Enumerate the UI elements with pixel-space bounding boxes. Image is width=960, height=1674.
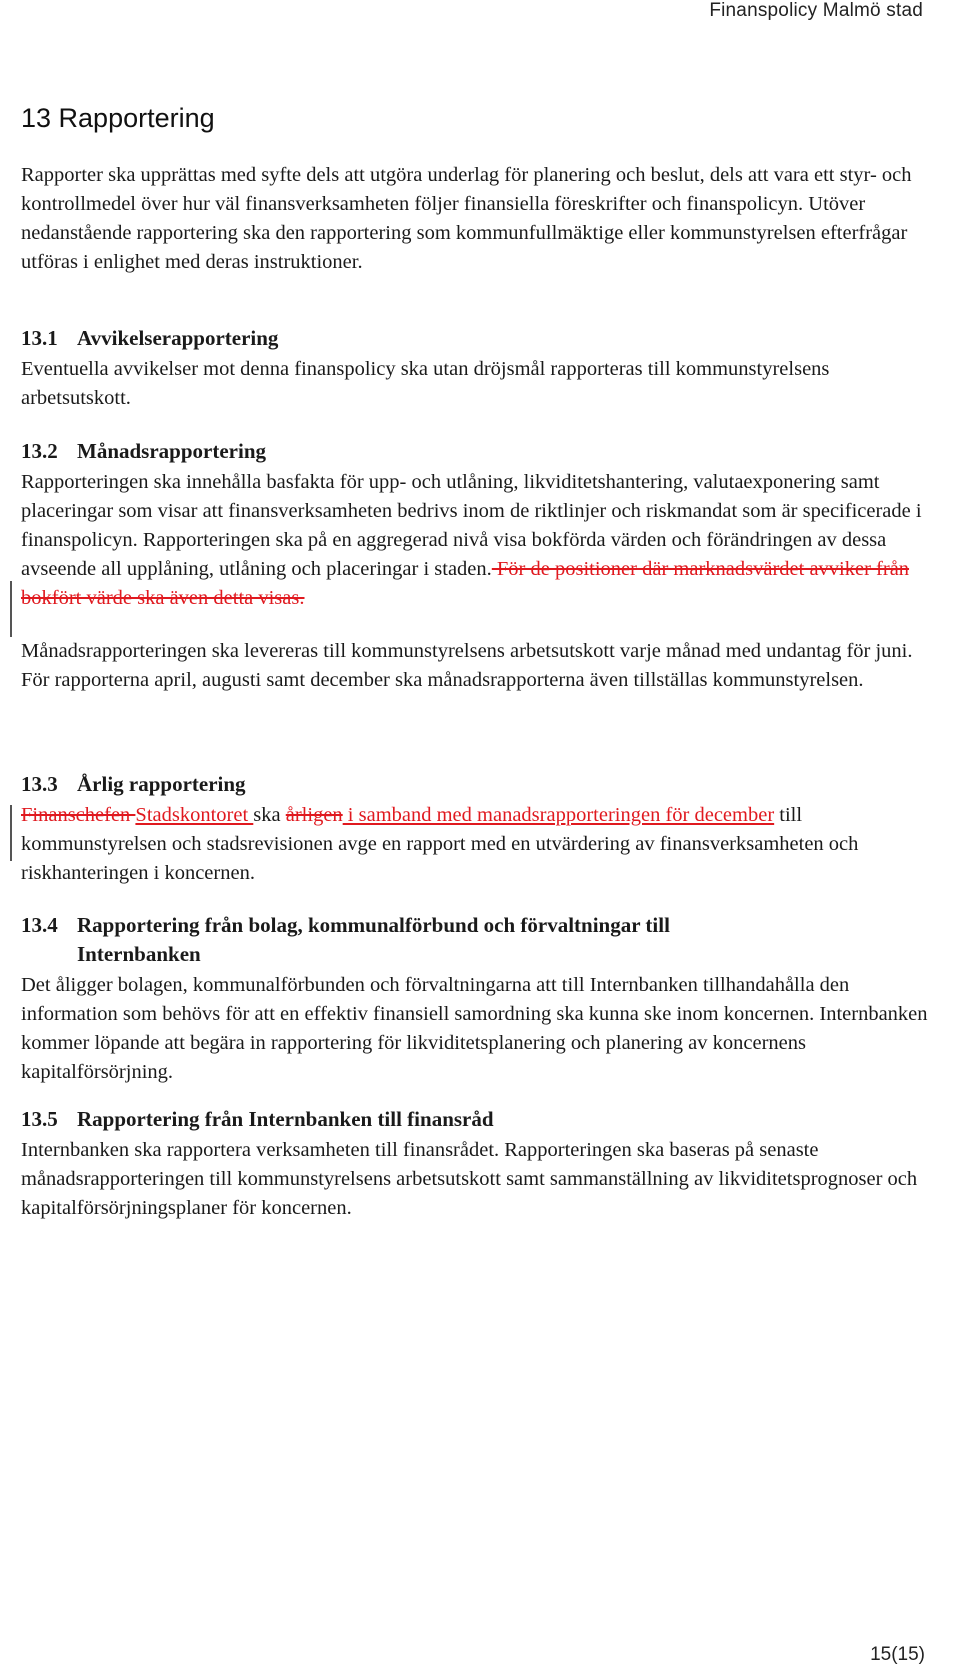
section-heading xyxy=(21,324,941,353)
chapter-title: 13 Rapportering xyxy=(21,103,215,133)
body-text: ska xyxy=(253,804,286,826)
section-heading xyxy=(21,1105,941,1134)
section-heading xyxy=(21,911,941,969)
section-13-4 xyxy=(21,911,941,1087)
intro-paragraph: Rapporter ska upprättas med syfte dels att utgöra underlag för planering och beslut, dels att vara ett styr- och kontrollmedel över hur väl finansverksamheten följer finansiella föreskrifter och finanspolicyn. Utöver nedanstående rapportering ska den rapportering som kommunfullmäktige eller kommunstyrelsen efterfrågar utföras i enlighet med deras instruktioner. xyxy=(21,164,912,273)
section-number: 13.3 xyxy=(21,772,58,796)
section-body xyxy=(21,468,941,613)
section-heading xyxy=(21,437,941,466)
section-13-2 xyxy=(21,437,941,695)
intro-section xyxy=(21,161,941,277)
section-title: Årlig rapportering xyxy=(77,772,246,796)
deleted-text: Finanschefen xyxy=(21,804,136,826)
section-13-5 xyxy=(21,1105,941,1223)
section-number: 13.5 xyxy=(21,1107,58,1131)
change-bar xyxy=(10,805,12,861)
page-number: 15(15) xyxy=(870,1644,925,1665)
section-title: Rapportering från bolag, kommunalförbund och förvaltningar till Internbanken xyxy=(77,913,670,966)
section-13-3 xyxy=(21,770,941,888)
inserted-text: Stadskontoret xyxy=(135,804,254,826)
section-title: Avvikelserapportering xyxy=(77,326,279,350)
section-number: 13.2 xyxy=(21,439,58,463)
section-number: 13.1 xyxy=(21,326,58,350)
running-header: Finanspolicy Malmö stad xyxy=(709,0,923,21)
section-body: Internbanken ska rapportera verksamheten till finansrådet. Rapporteringen ska baseras på senaste månadsrapporteringen till kommunstyrelsens arbetsutskott samt sammanställning av likviditetsprognoser och kapitalförsörjningsplaner för koncernen. xyxy=(21,1139,918,1219)
inserted-text: i samband med manadsrapporteringen för december xyxy=(342,804,775,826)
section-13-1 xyxy=(21,324,941,413)
section-body: Det åligger bolagen, kommunalförbunden och förvaltningarna att till Internbanken tillhandahålla den information som behövs för att en effektiv finansiell samordning ska kunna ske inom koncernen. Internbanken kommer löpande att begära in rapportering för likviditetsplanering och planering av koncernens kapitalförsörjning. xyxy=(21,974,928,1083)
body-text: till kommunstyrelsen och stadsrevisionen avge en rapport med en utvärdering av finansverksamheten och riskhanteringen i koncernen. xyxy=(21,804,859,884)
section-title: Rapportering från Internbanken till finansråd xyxy=(77,1107,494,1131)
change-bar xyxy=(10,581,12,637)
section-heading xyxy=(21,770,941,799)
section-body: Eventuella avvikelser mot denna finanspolicy ska utan dröjsmål rapporteras till kommunstyrelsens arbetsutskott. xyxy=(21,358,830,409)
section-body-2: Månadsrapporteringen ska levereras till kommunstyrelsens arbetsutskott varje månad med undantag för juni. För rapporterna april, augusti samt december ska månadsrapporterna även tillställas kommunstyrelsen. xyxy=(21,640,913,691)
body-text: Rapporteringen ska innehålla basfakta för upp- och utlåning, likviditetshantering, valutaexponering samt placeringar som visar att finansverksamheten bedrivs inom de riktlinjer och riskmandat som är specificerade i finanspolicyn. Rapporteringen ska på en aggregerad nivå visa bokförda värden och förändringen av dessa avseende all upplåning, utlåning och placeringar i staden. xyxy=(21,471,922,580)
deleted-text: årligen xyxy=(285,804,343,826)
section-number: 13.4 xyxy=(21,913,58,937)
section-body xyxy=(21,801,941,888)
deleted-text: För de positioner där marknadsvärdet avviker från bokfört värde ska även detta visas. xyxy=(21,558,910,609)
section-title: Månadsrapportering xyxy=(77,439,266,463)
